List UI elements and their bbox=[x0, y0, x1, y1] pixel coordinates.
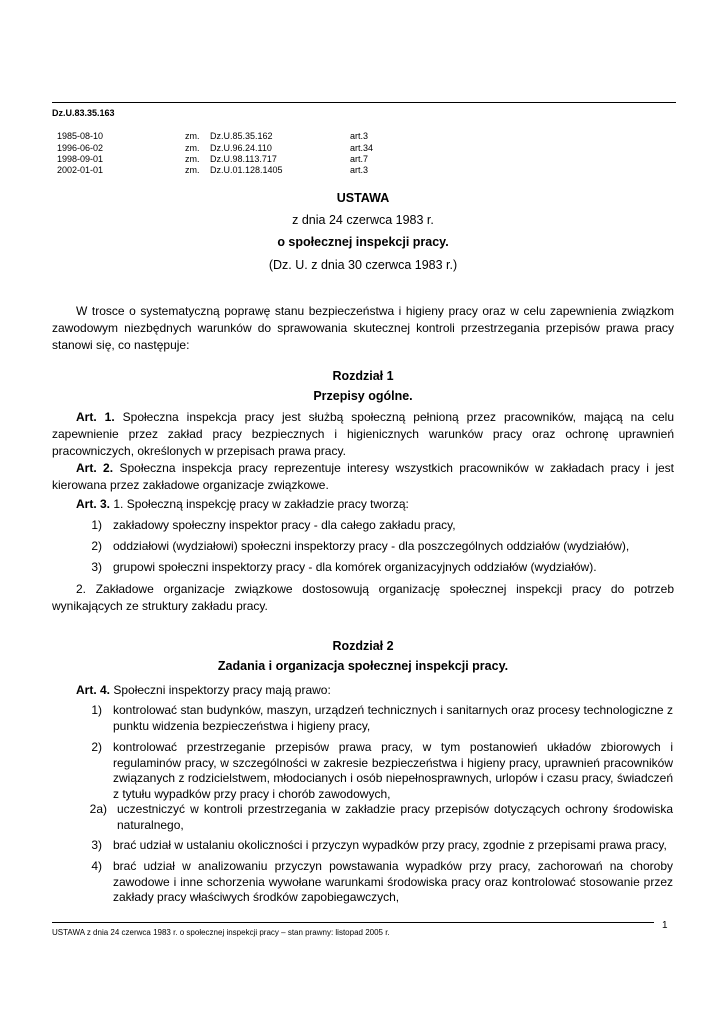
article-text: Społeczna inspekcja pracy jest służbą społeczną pełnioną przez pracowników, mającą na celu zapewnienie przez zakład pracy bezpiecznych i higienicznych warunków pracy oraz ochronę uprawnień pracowniczych, określonych w przepisach prawa pracy. bbox=[52, 410, 674, 458]
preamble: W trosce o systematyczną poprawę stanu bezpieczeństwa i higieny pracy oraz w celu zapewnienia związkom zawodowym niezbędnych warunków do sprawowania skutecznej kontroli przestrzegania przepisów prawa pracy stanowi się, co następuje: bbox=[52, 304, 674, 352]
document-id: Dz.U.83.35.163 bbox=[52, 108, 115, 118]
article-label: Art. 1. bbox=[76, 410, 115, 424]
article-label: Art. 4. bbox=[76, 683, 111, 697]
list-item: brać udział w ustalaniu okoliczności i przyczyn wypadków przy pracy, zgodnie z przepisami prawa pracy, bbox=[113, 838, 667, 852]
amendment-ref: Dz.U.96.24.110 bbox=[210, 143, 272, 153]
chapter-title: Przepisy ogólne. bbox=[313, 389, 413, 403]
article-3 bbox=[52, 496, 674, 513]
amendment-art: art.3 bbox=[350, 131, 369, 141]
amendment-ref: Dz.U.85.35.162 bbox=[210, 131, 273, 141]
list-item: uczestniczyć w kontroli przestrzegania w zakładzie pracy przepisów dotyczących ochrony środowiska naturalnego, bbox=[117, 802, 673, 832]
chapter-title: Zadania i organizacja społecznej inspekcji pracy. bbox=[217, 659, 509, 673]
page-number: 1 bbox=[662, 920, 668, 931]
list-item-number: 3) bbox=[91, 560, 102, 574]
header-rule bbox=[52, 102, 676, 103]
footer-rule bbox=[52, 922, 654, 923]
amendment-art: art.34 bbox=[350, 143, 374, 153]
article-2 bbox=[52, 460, 674, 494]
list-item: kontrolować stan budynków, maszyn, urządzeń technicznych i sanitarnych oraz procesy technologiczne z punktu widzenia bezpieczeństwa i higieny pracy, bbox=[113, 703, 673, 733]
amendment-ref: Dz.U.98.113.717 bbox=[210, 154, 277, 164]
list-item: zakładowy społeczny inspektor pracy - dla całego zakładu pracy, bbox=[113, 518, 456, 532]
list-item-number: 3) bbox=[91, 838, 102, 852]
act-subject: o społecznej inspekcji pracy. bbox=[277, 235, 449, 249]
list-item: oddziałowi (wydziałowi) społeczni inspektorzy pracy - dla poszczególnych oddziałów (wydziałów), bbox=[113, 539, 630, 553]
list-item-number: 1) bbox=[91, 518, 102, 532]
amendment-type: zm. bbox=[185, 143, 200, 153]
amendment-type: zm. bbox=[185, 131, 200, 141]
list-item: grupowi społeczni inspektorzy pracy - dla komórek organizacyjnych oddziałów (wydziałów). bbox=[113, 560, 597, 574]
article-text: Społeczni inspektorzy pracy mają prawo: bbox=[113, 683, 331, 697]
article-1 bbox=[52, 409, 674, 460]
amendment-ref: Dz.U.01.128.1405 bbox=[210, 165, 283, 175]
amendment-type: zm. bbox=[185, 154, 200, 164]
footer-text: USTAWA z dnia 24 czerwca 1983 r. o społecznej inspekcji pracy – stan prawny: listopad 2005 r. bbox=[52, 928, 390, 937]
act-publication: (Dz. U. z dnia 30 czerwca 1983 r.) bbox=[268, 258, 458, 272]
amendment-date: 1998-09-01 bbox=[57, 154, 104, 164]
act-date: z dnia 24 czerwca 1983 r. bbox=[292, 213, 434, 227]
amendment-date: 1996-06-02 bbox=[57, 143, 104, 153]
article-4 bbox=[52, 682, 674, 699]
list-item: kontrolować przestrzeganie przepisów prawa pracy, w tym postanowień układów zbiorowych i regulaminów pracy, w szczególności w zakresie bezpieczeństwa i higieny pracy, uprawnień pracowników związanych z rodzicielstwem, młodocianych i osób niepełnosprawnych, urlopów i czasu pracy, świadczeń z tytułu wypadków przy pracy i chorób zawodowych, bbox=[113, 740, 673, 801]
list-item-number: 1) bbox=[91, 703, 102, 717]
amendment-date: 2002-01-01 bbox=[57, 165, 104, 175]
amendment-art: art.3 bbox=[350, 165, 369, 175]
article-text: Społeczna inspekcja pracy reprezentuje interesy wszystkich pracowników w zakładach pracy i jest kierowana przez zakładowe organizacje związkowe. bbox=[52, 461, 674, 492]
chapter-label: Rozdział 2 bbox=[332, 639, 394, 653]
list-item: brać udział w analizowaniu przyczyn powstawania wypadków przy pracy, zachorowań na choroby zawodowe i inne schorzenia wywołane warunkami środowiska pracy oraz kontrolować stosowanie przez zakłady pracy właściwych środków zapobiegawczych, bbox=[113, 859, 673, 904]
article-3-para-2: 2. Zakładowe organizacje związkowe dostosowują organizację społecznej inspekcji pracy do potrzeb wynikających ze struktury zakładu pracy. bbox=[52, 582, 674, 613]
list-item-number: 2) bbox=[91, 539, 102, 553]
article-text: 1. Społeczną inspekcję pracy w zakładzie pracy tworzą: bbox=[113, 497, 409, 511]
act-title: USTAWA bbox=[336, 191, 390, 205]
article-label: Art. 3. bbox=[76, 497, 111, 511]
amendment-type: zm. bbox=[185, 165, 200, 175]
list-item-number: 4) bbox=[91, 859, 102, 873]
amendment-date: 1985-08-10 bbox=[57, 131, 104, 141]
amendment-art: art.7 bbox=[350, 154, 369, 164]
chapter-label: Rozdział 1 bbox=[332, 369, 394, 383]
list-item-number: 2a) bbox=[89, 802, 107, 816]
article-label: Art. 2. bbox=[76, 461, 114, 475]
list-item-number: 2) bbox=[91, 740, 102, 754]
